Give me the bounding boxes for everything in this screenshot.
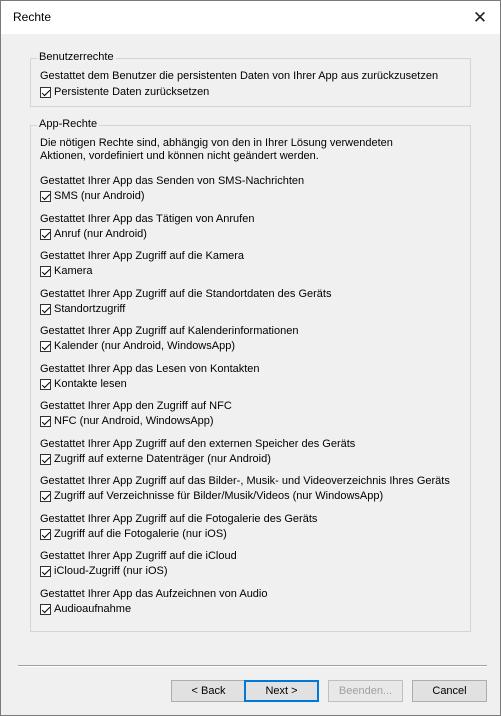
- permission-checkbox[interactable]: [40, 528, 227, 540]
- permission-label: Kamera: [54, 265, 93, 277]
- next-button[interactable]: Next >: [244, 680, 319, 702]
- group-title-app-rechte: App-Rechte: [39, 118, 98, 130]
- permission-checkbox[interactable]: [40, 490, 383, 502]
- checkbox-checked-icon[interactable]: [40, 191, 51, 202]
- permission-description: Gestattet Ihrer App das Senden von SMS-Nachrichten: [40, 175, 305, 187]
- checkbox-checked-icon[interactable]: [40, 87, 51, 98]
- checkbox-checked-icon[interactable]: [40, 266, 51, 277]
- permission-description: Gestattet Ihrer App Zugriff auf Kalenderinformationen: [40, 325, 299, 337]
- permission-description: Gestattet Ihrer App Zugriff auf die Kamera: [40, 250, 245, 262]
- permission-label: iCloud-Zugriff (nur iOS): [54, 565, 168, 577]
- checkbox-checked-icon[interactable]: [40, 491, 51, 502]
- permission-checkbox[interactable]: [40, 190, 144, 202]
- permission-description: Gestattet Ihrer App den Zugriff auf NFC: [40, 400, 232, 412]
- permission-description: Gestattet Ihrer App Zugriff auf die iCloud: [40, 550, 237, 562]
- checkbox-checked-icon[interactable]: [40, 304, 51, 315]
- permission-label: Zugriff auf die Fotogalerie (nur iOS): [54, 528, 227, 540]
- permission-checkbox[interactable]: [40, 265, 93, 277]
- checkbox-persistente-daten[interactable]: [40, 86, 209, 98]
- permission-checkbox[interactable]: [40, 303, 125, 315]
- permission-checkbox[interactable]: [40, 603, 131, 615]
- dialog-content: [18, 41, 483, 643]
- checkbox-checked-icon[interactable]: [40, 566, 51, 577]
- back-button[interactable]: < Back: [171, 680, 246, 702]
- permission-checkbox[interactable]: [40, 228, 147, 240]
- window-title: Rechte: [13, 10, 52, 24]
- permission-checkbox[interactable]: [40, 415, 214, 427]
- checkbox-label: Persistente Daten zurücksetzen: [54, 86, 210, 98]
- permission-label: SMS (nur Android): [54, 190, 145, 202]
- permission-label: Kalender (nur Android, WindowsApp): [54, 340, 235, 352]
- permission-description: Gestattet Ihrer App das Lesen von Kontakten: [40, 363, 260, 375]
- checkbox-checked-icon[interactable]: [40, 341, 51, 352]
- app-rechte-intro-line1: Die nötigen Rechte sind, abhängig von den in Ihrer Lösung verwendeten: [40, 137, 393, 149]
- permission-label: Kontakte lesen: [54, 378, 127, 390]
- finish-button[interactable]: Beenden...: [328, 680, 403, 702]
- permission-label: Standortzugriff: [54, 303, 126, 315]
- app-rechte-intro-line2: Aktionen, vordefiniert und können nicht geändert werden.: [40, 150, 319, 162]
- checkbox-checked-icon[interactable]: [40, 529, 51, 540]
- permission-label: Audioaufnahme: [54, 603, 132, 615]
- cancel-button[interactable]: Cancel: [412, 680, 487, 702]
- permission-checkbox[interactable]: [40, 340, 235, 352]
- permission-description: Gestattet Ihrer App Zugriff auf die Fotogalerie des Geräts: [40, 513, 318, 525]
- checkbox-checked-icon[interactable]: [40, 229, 51, 240]
- close-icon[interactable]: ✕: [472, 7, 488, 27]
- permission-label: Zugriff auf externe Datenträger (nur Android): [54, 453, 271, 465]
- benutzerrechte-description: Gestattet dem Benutzer die persistenten Daten von Ihrer App aus zurückzusetzen: [40, 70, 439, 82]
- permission-label: Anruf (nur Android): [54, 228, 147, 240]
- checkbox-checked-icon[interactable]: [40, 604, 51, 615]
- permission-checkbox[interactable]: [40, 378, 127, 390]
- app-rechte-group: [30, 118, 471, 632]
- title-bar: [1, 1, 500, 34]
- permission-description: Gestattet Ihrer App Zugriff auf den externen Speicher des Geräts: [40, 438, 356, 450]
- permission-label: Zugriff auf Verzeichnisse für Bilder/Musik/Videos (nur WindowsApp): [54, 490, 384, 502]
- checkbox-checked-icon[interactable]: [40, 416, 51, 427]
- permission-checkbox[interactable]: [40, 565, 168, 577]
- permission-description: Gestattet Ihrer App das Tätigen von Anrufen: [40, 213, 255, 225]
- permission-description: Gestattet Ihrer App Zugriff auf die Standortdaten des Geräts: [40, 288, 332, 300]
- permission-checkbox[interactable]: [40, 453, 271, 465]
- group-title-benutzerrechte: Benutzerrechte: [39, 51, 114, 63]
- checkbox-checked-icon[interactable]: [40, 454, 51, 465]
- benutzerrechte-group: [30, 51, 471, 107]
- permission-label: NFC (nur Android, WindowsApp): [54, 415, 214, 427]
- permission-description: Gestattet Ihrer App Zugriff auf das Bilder-, Musik- und Videoverzeichnis Ihres Geräts: [40, 475, 450, 487]
- checkbox-checked-icon[interactable]: [40, 379, 51, 390]
- separator: [18, 665, 487, 667]
- permission-description: Gestattet Ihrer App das Aufzeichnen von Audio: [40, 588, 268, 600]
